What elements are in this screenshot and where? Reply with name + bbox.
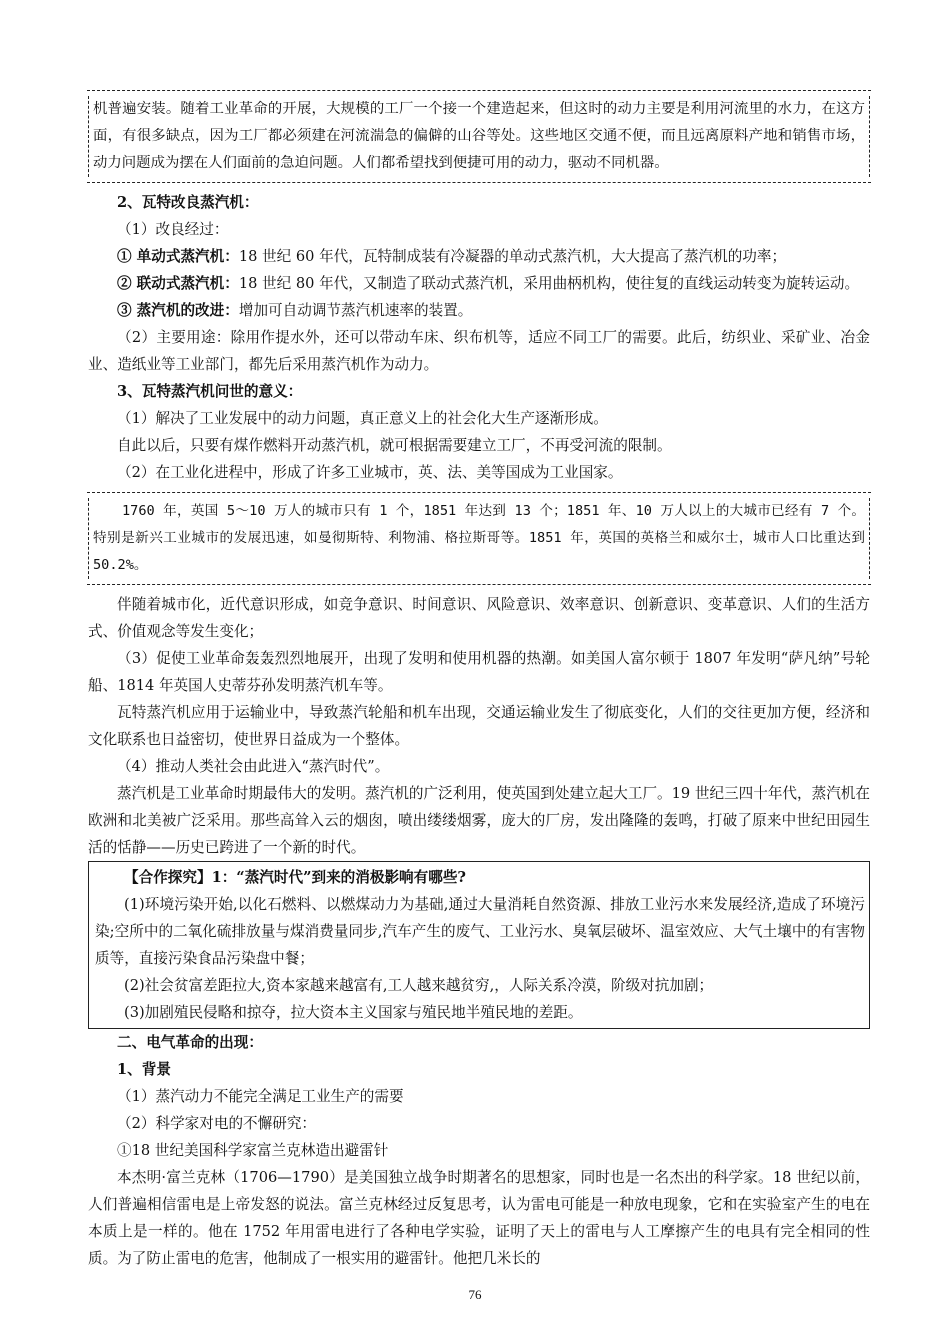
paragraph: 本杰明·富兰克林（1706—1790）是美国独立战争时期著名的思想家，同时也是一名杰出的科学家。18 世纪以前，人们普遍相信雷电是上帝发怒的说法。富兰克林经过反复思考，认为雷电可能是一种放电现象，它和在实验室产生的电在本质上是一样的。他在 1752 年用雷电进行了各种电学实验，证明了天上的雷电与人工摩擦产生的电具有完全相同的性质。为了防止雷电的危害，他制成了一根实用的避雷针。他把几米长的 [88, 1169, 870, 1267]
paragraph: （4）推动人类社会由此进入“蒸汽时代”。 [117, 758, 390, 775]
note-text: 1760 年，英国 5～10 万人的城市只有 1 个，1851 年达到 13 个；1851 年、10 万人以上的大城市已经有 7 个。特别是新兴工业城市的发展迅速，如曼彻斯特、利物浦、格拉斯哥等。1851 年，英国的英格兰和威尔士，城市人口比重达到 50.2%。 [93, 503, 865, 573]
section-heading: 3、瓦特蒸汽机问世的意义： [117, 383, 303, 400]
paragraph: （1）蒸汽动力不能完全满足工业生产的需要 [117, 1088, 404, 1105]
cooperative-inquiry-box [88, 861, 870, 1029]
item-text: 18 世纪 60 年代，瓦特制成装有冷凝器的单动式蒸汽机，大大提高了蒸汽机的功率； [238, 248, 787, 265]
paragraph: （2）主要用途：除用作提水外，还可以带动车床、织布机等，适应不同工厂的需要。此后，纺织业、采矿业、冶金业、造纸业等工业部门，都先后采用蒸汽机作为动力。 [88, 329, 870, 373]
section-heading: 2、瓦特改良蒸汽机： [117, 194, 259, 211]
inquiry-answer: (2)社会贫富差距拉大,资本家越来越富有,工人越来越贫穷,，人际关系冷漠，阶级对抗加剧； [124, 977, 714, 994]
document-page [88, 96, 870, 1272]
subsection-heading: 1、背景 [117, 1061, 171, 1078]
inquiry-answer: (3)加剧殖民侵略和掠夺，拉大资本主义国家与殖民地半殖民地的差距。 [124, 1004, 583, 1021]
note-box-water-power [88, 96, 870, 177]
note-text: 机普遍安装。随着工业革命的开展，大规模的工厂一个接一个建造起来，但这时的动力主要是利用河流里的水力，在这方面，有很多缺点，因为工厂都必须建在河流湍急的偏僻的山谷等处。这些地区交通不便，而且远离原料产地和销售市场，动力问题成为摆在人们面前的急迫问题。人们都希望找到便捷可用的动力，驱动不同机器。 [93, 101, 865, 171]
page-number: 76 [468, 1287, 482, 1302]
item-label: ② 联动式蒸汽机： [117, 275, 239, 292]
paragraph: 瓦特蒸汽机应用于运输业中，导致蒸汽轮船和机车出现，交通运输业发生了彻底变化，人们的交往更加方便，经济和文化联系也日益密切，使世界日益成为一个整体。 [88, 704, 870, 748]
paragraph: （3）促使工业革命轰轰烈烈地展开，出现了发明和使用机器的热潮。如美国人富尔顿于 1807 年发明“萨凡纳”号轮船、1814 年英国人史蒂芬孙发明蒸汽机车等。 [88, 650, 870, 694]
paragraph: 蒸汽机是工业革命时期最伟大的发明。蒸汽机的广泛利用，使英国到处建立起大工厂。19 世纪三四十年代，蒸汽机在欧洲和北美被广泛采用。那些高耸入云的烟囱，喷出缕缕烟雾，庞大的厂房，发出隆隆的轰鸣，打破了原来中世纪田园生活的恬静——历史已跨进了一个新的时代。 [88, 785, 870, 856]
list-item [88, 243, 870, 270]
paragraph: （2）科学家对电的不懈研究： [117, 1115, 317, 1132]
item-text: 增加可自动调节蒸汽机速率的装置。 [238, 302, 473, 319]
paragraph: 自此以后，只要有煤作燃料开动蒸汽机，就可根据需要建立工厂，不再受河流的限制。 [117, 437, 672, 454]
note-box-cities [88, 498, 870, 579]
item-label: ① 单动式蒸汽机： [117, 248, 239, 265]
item-label: ③ 蒸汽机的改进： [117, 302, 239, 319]
paragraph: （1）解决了工业发展中的动力问题，真正意义上的社会化大生产逐渐形成。 [117, 410, 608, 427]
paragraph: 伴随着城市化，近代意识形成，如竞争意识、时间意识、风险意识、效率意识、创新意识、变革意识、人们的生活方式、价值观念等发生变化； [88, 596, 870, 640]
paragraph: （2）在工业化进程中，形成了许多工业城市，英、法、美等国成为工业国家。 [117, 464, 623, 481]
paragraph: ①18 世纪美国科学家富兰克林造出避雷针 [117, 1142, 389, 1159]
section-heading: 二、电气革命的出现： [117, 1034, 263, 1051]
paragraph: （1）改良经过： [117, 221, 229, 238]
item-text: 18 世纪 80 年代，又制造了联动式蒸汽机，采用曲柄机构，使往复的直线运动转变为旋转运动。 [238, 275, 860, 292]
inquiry-answer: (1)环境污染开始,以化石燃料、以燃煤动力为基础,通过大量消耗自然资源、排放工业污水来发展经济,造成了环境污染;空所中的二氧化硫排放量与煤消费量同步,汽车产生的废气、工业污水、臭氧层破坏、温室效应、大气土壤中的有害物质等，直接污染食品污染盘中餐； [95, 896, 865, 967]
list-item [88, 297, 870, 324]
inquiry-title: 【合作探究】1：“蒸汽时代”到来的消极影响有哪些? [124, 869, 466, 886]
list-item [88, 270, 870, 297]
